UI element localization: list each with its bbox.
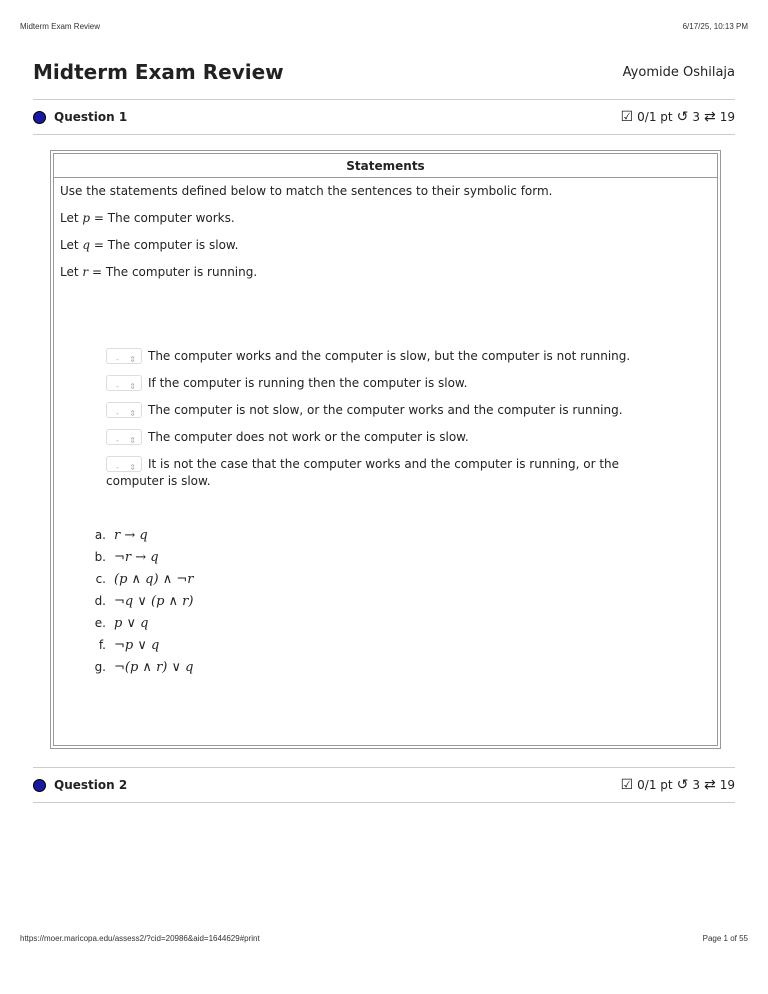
option-d: d. ¬q ∨ (p ∧ r) [94, 593, 194, 609]
intro-text: Use the statements defined below to match the sentences to their symbolic form. [60, 184, 553, 198]
question-1-content [50, 150, 721, 749]
print-header-title: Midterm Exam Review [20, 22, 101, 31]
statements-heading: Statements [54, 154, 717, 178]
match-select[interactable]: - ⇕ [106, 456, 142, 472]
definition-q: Let q = The computer is slow. [60, 238, 239, 252]
retry-icon: ↺ [676, 777, 689, 793]
user-name: Ayomide Oshilaja [622, 65, 735, 80]
attempts: 19 [719, 778, 735, 792]
question-header-1 [33, 107, 735, 127]
score: 0/1 pt [637, 778, 673, 792]
attempts: 19 [719, 110, 735, 124]
match-select[interactable]: - ⇕ [106, 402, 142, 418]
retries: 3 [692, 110, 700, 124]
option-g: g. ¬(p ∧ r) ∨ q [94, 659, 194, 675]
question-status-icon [33, 111, 46, 124]
question-label: Question 2 [54, 778, 128, 792]
option-c: c. (p ∧ q) ∧ ¬r [95, 571, 194, 587]
divider [33, 134, 735, 135]
retry-icon: ↺ [676, 109, 689, 125]
question-header-2 [33, 775, 735, 795]
match-item: - ⇕ The computer does not work or the computer is slow. [106, 429, 666, 446]
divider [33, 99, 735, 100]
option-b: b. ¬r → q [94, 549, 159, 565]
score: 0/1 pt [637, 110, 673, 124]
divider [33, 767, 735, 768]
match-item: - ⇕ It is not the case that the computer works and the computer is running, or the computer is slow. [106, 457, 620, 488]
retries: 3 [692, 778, 700, 792]
option-e: e. p ∨ q [94, 615, 149, 631]
attempts-icon: ⇄ [703, 777, 716, 793]
match-item: - ⇕ The computer works and the computer is slow, but the computer is not running. [106, 348, 666, 365]
question-label: Question 1 [54, 110, 128, 124]
print-header-date: 6/17/25, 10:13 PM [682, 22, 748, 31]
page-number: Page 1 of 55 [702, 934, 748, 943]
match-select[interactable]: - ⇕ [106, 348, 142, 364]
footer-url: https://moer.maricopa.edu/assess2/?cid=20986&aid=1644629#print [20, 934, 260, 943]
option-f: f. ¬p ∨ q [98, 637, 160, 653]
page-title: Midterm Exam Review [33, 60, 284, 84]
match-select[interactable]: - ⇕ [106, 429, 142, 445]
definition-r: Let r = The computer is running. [60, 265, 258, 279]
divider [33, 802, 735, 803]
attempts-icon: ⇄ [703, 109, 716, 125]
match-item: - ⇕ If the computer is running then the computer is slow. [106, 375, 666, 392]
definition-p: Let p = The computer works. [60, 211, 235, 225]
question-status-icon [33, 779, 46, 792]
answer-options [84, 524, 193, 678]
checkbox-score-icon: ☑ [620, 109, 634, 125]
checkbox-score-icon: ☑ [620, 777, 634, 793]
match-item: - ⇕ The computer is not slow, or the computer works and the computer is running. [106, 402, 666, 419]
option-a: a. r → q [94, 527, 148, 543]
match-select[interactable]: - ⇕ [106, 375, 142, 391]
